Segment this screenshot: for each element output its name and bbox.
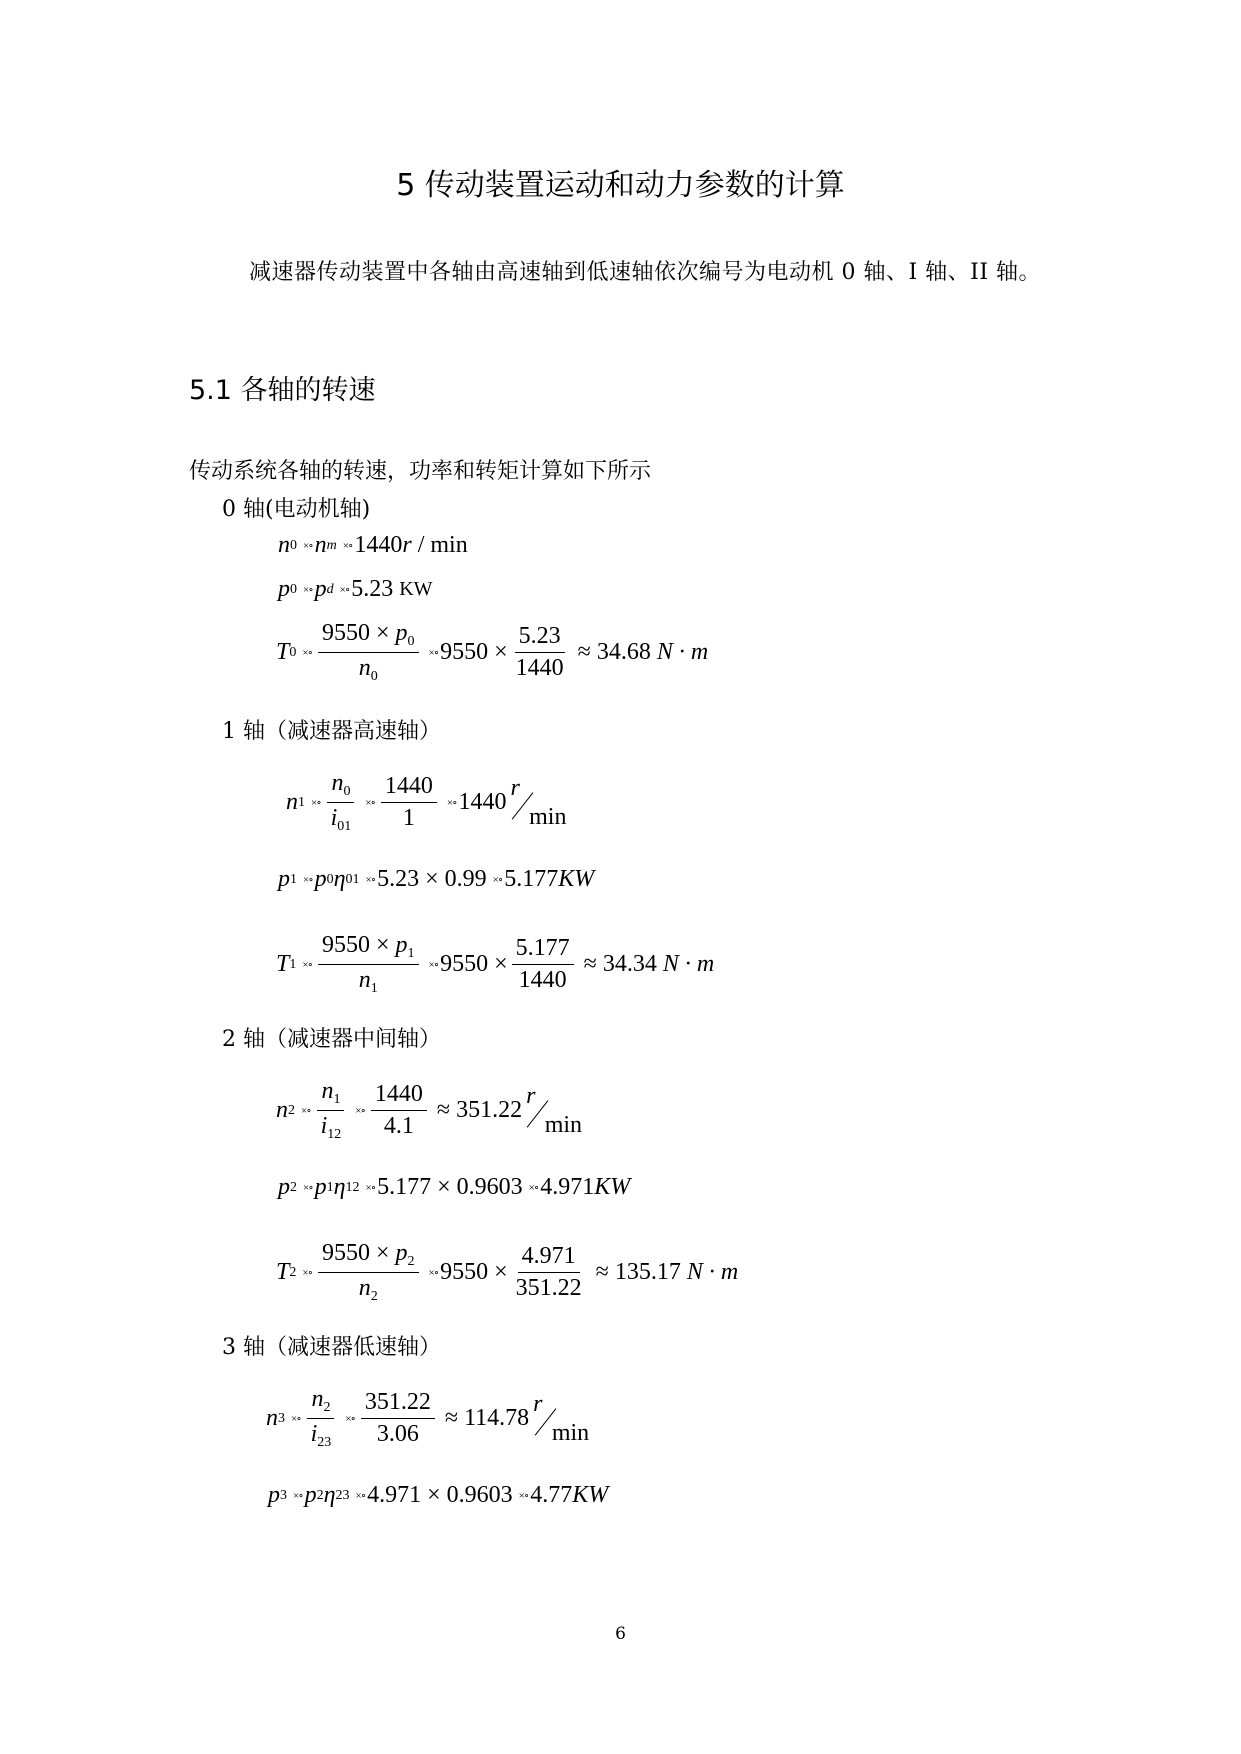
section-heading: 5.1 各轴的转速 — [189, 375, 376, 406]
page-title: 5 传动装置运动和动力参数的计算 — [396, 168, 845, 203]
eq-T0: T 0 ×∘ $\frac{9550 \times p_0}{n_0}$ ×∘ 9550 × $\frac{5.23}{1440}$ ≈ 34.68 N · m — [276, 620, 709, 684]
page-number: 6 — [615, 1624, 626, 1644]
section-intro: 传动系统各轴的转速，功率和转矩计算如下所示 — [189, 459, 652, 484]
eq-n0: n 0 ×∘ n m ×∘ 1440 r / min — [278, 532, 468, 558]
eq-p1: p 1 ×∘ p 0 η 01 ×∘ 5.23 × 0.99 ×∘ 5.177 KW — [278, 866, 595, 892]
intro-paragraph: 减速器传动装置中各轴由高速轴到低速轴依次编号为电动机 0 轴、I 轴、II 轴。 — [249, 260, 1042, 285]
eq-n3: n 3 ×∘ $\frac{n_2}{i_{23}}$ ×∘ $\frac{351.22}{3.06}$ ≈ 114.78 r min — [266, 1386, 590, 1450]
eq-n2: n 2 ×∘ $\frac{n_1}{i_{12}}$ ×∘ $\frac{1440}{4.1}$ ≈ 351.22 r min — [276, 1078, 583, 1142]
axis-3-label: 3 轴（减速器低速轴） — [222, 1335, 441, 1360]
eq-p0: p 0 ×∘ p d ×∘ 5.23 KW — [278, 576, 433, 602]
axis-1-label: 1 轴（减速器高速轴） — [222, 719, 441, 744]
eq-n1: n 1 ×∘ $\frac{n_0}{i_{01}}$ ×∘ $\frac{1440}{1}$ ×∘ 1440 r min — [286, 770, 567, 834]
eq-T1: T 1 ×∘ $\frac{9550 \times p_1}{n_1}$ ×∘ 9550 × $\frac{5.177}{1440}$ ≈ 34.34 N · m — [276, 932, 715, 996]
axis-2-label: 2 轴（减速器中间轴） — [222, 1027, 441, 1052]
eq-T2: T 2 ×∘ $\frac{9550 \times p_2}{n_2}$ ×∘ 9550 × $\frac{4.971}{351.22}$ ≈ 135.17 N · m — [276, 1240, 739, 1304]
eq-p3: p 3 ×∘ p 2 η 23 ×∘ 4.971 × 0.9603 ×∘ 4.77 KW — [268, 1482, 609, 1508]
eq-p2: p 2 ×∘ p 1 η 12 ×∘ 5.177 × 0.9603 ×∘ 4.971 KW — [278, 1174, 631, 1200]
axis-0-label: 0 轴(电动机轴) — [222, 497, 371, 522]
